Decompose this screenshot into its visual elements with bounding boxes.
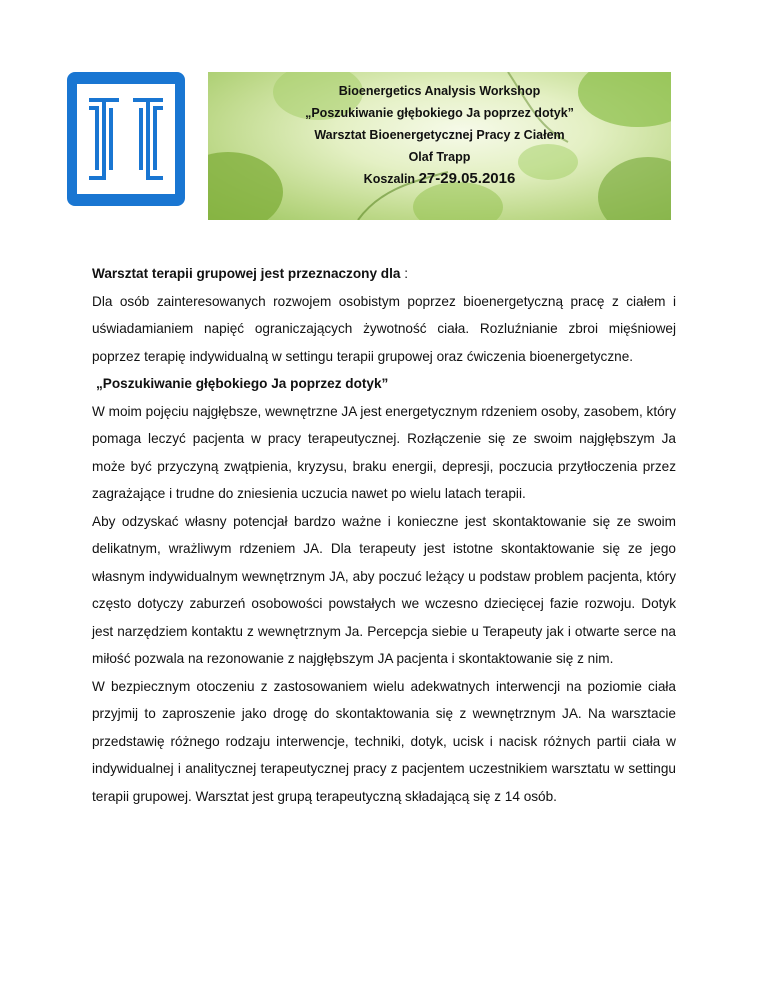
workshop-banner <box>208 72 671 220</box>
banner-author: Olaf Trapp <box>408 150 471 164</box>
document-body <box>92 260 676 810</box>
banner-location: Koszalin <box>363 172 416 186</box>
intro-colon: : <box>400 266 409 281</box>
intro-paragraph: Dla osób zainteresowanych rozwojem osobistym poprzez bioenergetyczną pracę z ciałem i uświadamianiem napięć ograniczających żywotność ciała. Rozluźnianie zbroi mięśniowej poprzez terapię indywidualną w settingu terapii grupowej oraz ćwiczenia bioenergetyczne. <box>92 293 676 364</box>
jc-logo <box>67 72 185 206</box>
section-subtitle: „Poszukiwanie głębokiego Ja poprzez dotyk” <box>96 376 389 391</box>
intro-heading: Warsztat terapii grupowej jest przeznaczony dla <box>92 266 401 281</box>
banner-dates: 27-29.05.2016 <box>418 170 516 187</box>
banner-title-pl: „Poszukiwanie głębokiego Ja poprzez dotyk” <box>305 106 574 120</box>
banner-subtitle: Warsztat Bioenergetycznej Pracy z Ciałem <box>314 128 565 142</box>
banner-title-en: Bioenergetics Analysis Workshop <box>338 84 541 98</box>
intro-heading-line <box>92 260 676 288</box>
paragraph-1: W moim pojęciu najgłębsze, wewnętrzne JA jest energetycznym rdzeniem osoby, zasobem, który pomaga leczyć pacjenta w pracy terapeutycznej. Rozłączenie się ze swoim najgłębszym Ja może być przyczyną zwątpienia, kryzysu, braku energii, depresji, poczucia przytłoczenia przez zagrażające i trudne do zniesienia uczucia nawet po wielu latach terapii. <box>92 403 676 501</box>
paragraph-2: Aby odzyskać własny potencjał bardzo ważne i konieczne jest skontaktowanie się ze swoim delikatnym, wrażliwym rdzeniem JA. Dla terapeuty jest istotne skontaktowanie się ze jego własnym indywidualnym wewnętrznym JA, aby poczuć leżący u podstaw problem pacjenta, który często dotyczy zaburzeń osobowości powstałych we wczesno dziecięcej fazie rozwoju. Dotyk jest narzędziem kontaktu z wewnętrznym Ja. Percepcja siebie u Terapeuty jak i otwarte serce na miłość pozwala na rezonowanie z najgłębszym JA pacjenta i skontaktowanie się z nim. <box>92 513 676 666</box>
paragraph-3: W bezpiecznym otoczeniu z zastosowaniem wielu adekwatnych interwencji na poziomie ciała przyjmij to zaproszenie jako drogę do skontaktowania się z wewnętrznym JA. Na warsztacie przedstawię różnego rodzaju interwencje, techniki, dotyk, ucisk i nacisk różnych partii ciała w indywidualnej i analitycznej terapeutycznej pracy z pacjentem uczestnikiem warsztatu w settingu terapii grupowej. Warsztat jest grupą terapeutyczną składającą się z 14 osób. <box>92 678 676 804</box>
banner-location-date <box>208 168 671 190</box>
